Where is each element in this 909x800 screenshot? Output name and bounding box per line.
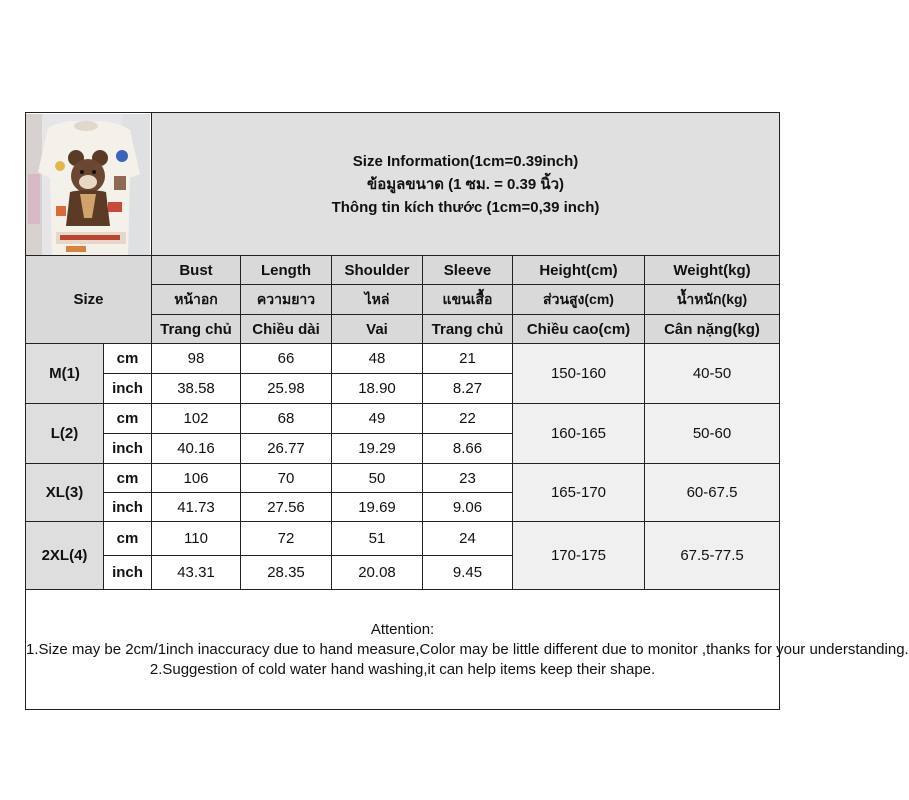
col-shoulder-vietnamese: Vai [332,315,423,344]
length-cm: 68 [241,404,332,434]
weight-range: 40-50 [645,344,780,404]
unit-inch: inch [104,374,152,404]
col-height-vietnamese: Chiều cao(cm) [513,315,645,344]
col-length: Length [241,256,332,285]
length-cm: 72 [241,522,332,556]
sleeve-inch: 8.27 [423,374,513,404]
header-row-english [26,256,780,285]
col-bust: Bust [152,256,241,285]
length-cm: 66 [241,344,332,374]
attention-row [26,590,780,710]
attention-notes [26,590,909,710]
sleeve-cm: 21 [423,344,513,374]
col-weight: Weight(kg) [645,256,780,285]
shoulder-cm: 49 [332,404,423,434]
shoulder-inch: 19.29 [332,434,423,464]
attention-line-2: 2.Suggestion of cold water hand washing,it can help items keep their shape. [149,660,656,678]
length-inch: 25.98 [241,374,332,404]
length-inch: 26.77 [241,434,332,464]
weight-range: 50-60 [645,404,780,464]
unit-cm: cm [104,464,152,493]
bust-cm: 110 [152,522,241,556]
col-bust-vietnamese: Trang chủ [152,315,241,344]
shoulder-cm: 51 [332,522,423,556]
col-length-thai: ความยาว [241,285,332,315]
length-inch: 27.56 [241,493,332,522]
col-bust-thai: หน้าอก [152,285,241,315]
title-row [26,113,780,256]
bust-inch: 38.58 [152,374,241,404]
height-range: 150-160 [513,344,645,404]
unit-cm: cm [104,404,152,434]
unit-cm: cm [104,344,152,374]
attention-line-1: 1.Size may be 2cm/1inch inaccuracy due to hand measure,Color may be little different due to monitor ,thanks for your understanding. [26,640,909,658]
shoulder-cm: 48 [332,344,423,374]
sleeve-cm: 24 [423,522,513,556]
table-row [26,522,780,556]
col-weight-vietnamese: Cân nặng(kg) [645,315,780,344]
sleeve-inch: 8.66 [423,434,513,464]
shoulder-cm: 50 [332,464,423,493]
shoulder-inch: 20.08 [332,556,423,590]
col-sleeve-thai: แขนเสื้อ [423,285,513,315]
shoulder-inch: 18.90 [332,374,423,404]
size-2xl: 2XL(4) [26,522,104,590]
col-shoulder-thai: ไหล่ [332,285,423,315]
sleeve-inch: 9.45 [423,556,513,590]
table-row [26,464,780,493]
height-range: 160-165 [513,404,645,464]
title-english: Size Information(1cm=0.39inch) [352,152,579,170]
bear-shirt-image [26,114,150,255]
product-photo [26,113,152,256]
weight-range: 67.5-77.5 [645,522,780,590]
title-thai: ข้อมูลขนาด (1 ซม. = 0.39 นิ้ว) [366,175,565,193]
title-vietnamese: Thông tin kích thước (1cm=0,39 inch) [331,198,600,216]
unit-inch: inch [104,493,152,522]
table-row [26,344,780,374]
weight-range: 60-67.5 [645,464,780,522]
shoulder-inch: 19.69 [332,493,423,522]
bust-cm: 106 [152,464,241,493]
col-height-thai: ส่วนสูง(cm) [513,285,645,315]
col-sleeve: Sleeve [423,256,513,285]
unit-cm: cm [104,522,152,556]
size-heading: Size [26,256,152,344]
unit-inch: inch [104,556,152,590]
bust-cm: 102 [152,404,241,434]
size-xl: XL(3) [26,464,104,522]
col-sleeve-vietnamese: Trang chủ [423,315,513,344]
length-inch: 28.35 [241,556,332,590]
sleeve-inch: 9.06 [423,493,513,522]
bust-cm: 98 [152,344,241,374]
bust-inch: 41.73 [152,493,241,522]
bust-inch: 43.31 [152,556,241,590]
attention-heading: Attention: [370,620,435,638]
length-cm: 70 [241,464,332,493]
size-m: M(1) [26,344,104,404]
size-information-header [152,113,780,256]
col-length-vietnamese: Chiều dài [241,315,332,344]
sleeve-cm: 23 [423,464,513,493]
size-chart-table [25,112,909,710]
col-weight-thai: น้ำหนัก(kg) [645,285,780,315]
height-range: 165-170 [513,464,645,522]
table-row [26,404,780,434]
col-shoulder: Shoulder [332,256,423,285]
height-range: 170-175 [513,522,645,590]
col-height: Height(cm) [513,256,645,285]
unit-inch: inch [104,434,152,464]
size-l: L(2) [26,404,104,464]
sleeve-cm: 22 [423,404,513,434]
bust-inch: 40.16 [152,434,241,464]
